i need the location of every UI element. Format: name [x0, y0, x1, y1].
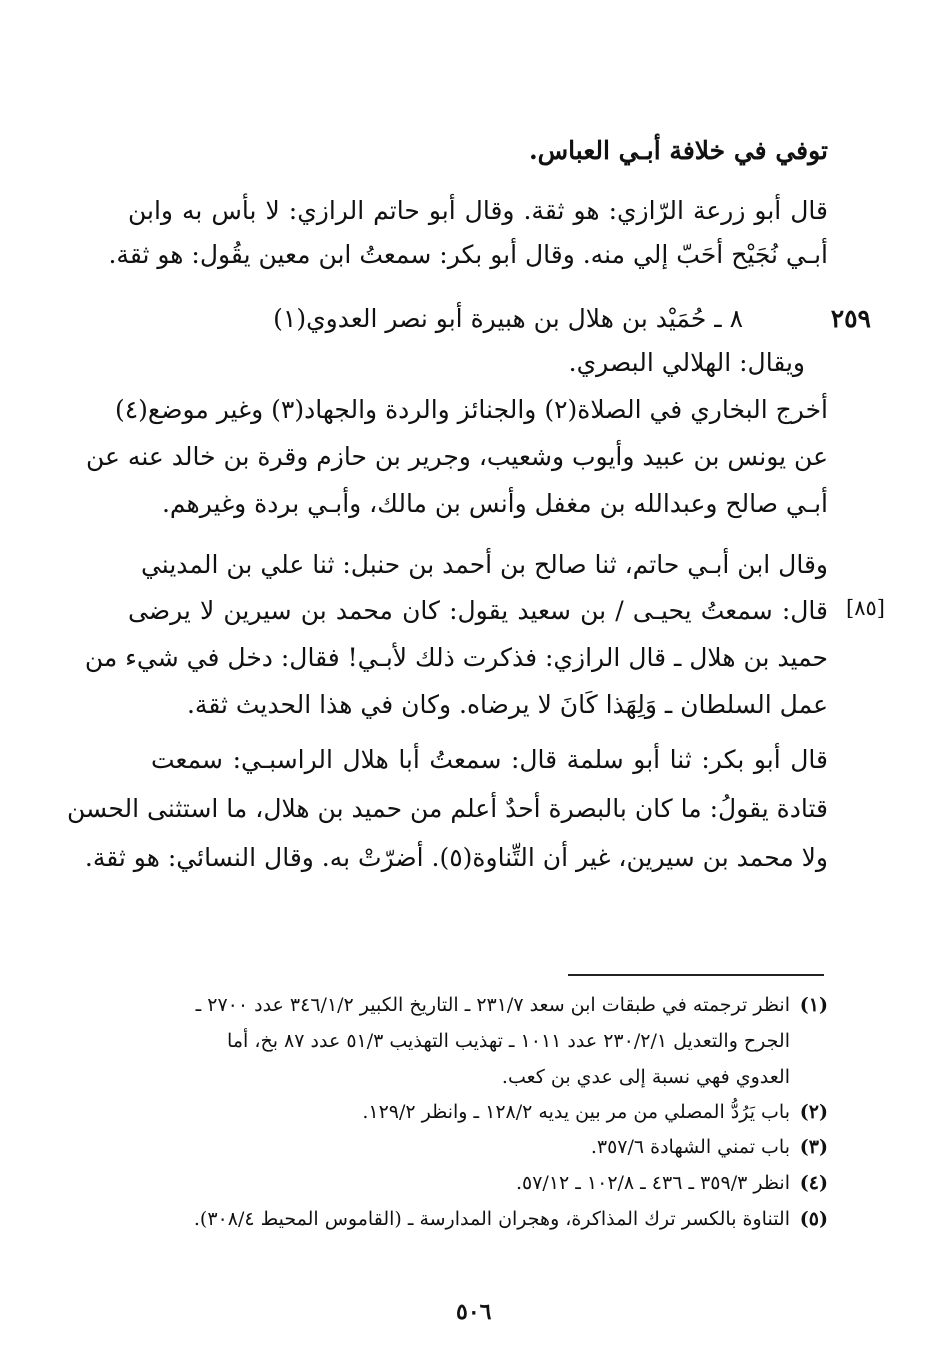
text-line: ولا محمد بن سيرين، غير أن التِّناوة(٥). أضرّتْ به. وقال النسائي: هو ثقة. [84, 843, 828, 872]
footnote-number: (٥) [799, 1208, 828, 1230]
text-line: قال أبو بكر: ثنا أبو سلمة قال: سمعتُ أبا هلال الراسبـي: سمعت [151, 745, 828, 774]
text-line: أبـي نُجَيْح أحَبّ إلي منه. وقال أبو بكر: سمعتُ ابن معين يقُول: هو ثقة. [108, 240, 828, 269]
text-line: عن يونس بن عبيد وأيوب وشعيب، وجرير بن حازم وقرة بن خالد عنه عن [86, 442, 828, 471]
footnote-text: انظر ترجمته في طبقات ابن سعد ٢٣١/٧ ـ التاريخ الكبير ٣٤٦/١/٢ عدد ٢٧٠٠ ـ [195, 994, 790, 1016]
text-line: توفي في خلافة أبـي العباس. [528, 136, 828, 165]
footnote-text: باب يَرُدُّ المصلي من مر بين يديه ١٢٨/٢ ـ وانظر ١٢٩/٢. [362, 1101, 790, 1123]
entry-number: ٢٥٩ [830, 304, 871, 333]
text-line: قال: سمعتُ يحيـى / بن سعيد يقول: كان محمد بن سيرين لا يرضى [128, 596, 828, 625]
footnote-text: انظر ٣٥٩/٣ ـ ٤٣٦ ـ ١٠٢/٨ ـ ٥٧/١٢. [515, 1172, 790, 1194]
footnote-text: التناوة بالكسر ترك المذاكرة، وهجران المدارسة ـ (القاموس المحيط ٣٠٨/٤). [193, 1208, 790, 1230]
footnote-continuation: العدوي فهي نسبة إلى عدي بن كعب. [501, 1066, 790, 1088]
footnote-number: (١) [799, 994, 828, 1016]
text-line: ويقال: الهلالي البصري. [568, 348, 805, 377]
footnote-number: (٣) [799, 1136, 828, 1158]
margin-page-marker: [٨٥] [846, 596, 885, 620]
page-number: ٥٠٦ [456, 1299, 492, 1325]
text-line: أبـي صالح وعبدالله بن مغفل وأنس بن مالك، وأبـي بردة وغيرهم. [161, 489, 828, 518]
text-line: قتادة يقولُ: ما كان بالبصرة أحدٌ أعلم من حميد بن هلال، ما استثنى الحسن [67, 794, 828, 823]
footnote-number: (٤) [799, 1172, 828, 1194]
footnote-text: باب تمني الشهادة ٣٥٧/٦. [590, 1136, 790, 1158]
text-line: قال أبو زرعة الرّازي: هو ثقة. وقال أبو حاتم الرازي: لا بأس به وابن [128, 196, 828, 225]
text-line: عمل السلطان ـ وَلِهَذا كَانَ لا يرضاه. وكان في هذا الحديث ثقة. [186, 690, 828, 719]
entry-title: ٨ ـ حُمَيْد بن هلال بن هبيرة أبو نصر العدوي(١) [273, 304, 743, 333]
footnote-separator [568, 974, 824, 976]
text-line: حميد بن هلال ـ قال الرازي: فذكرت ذلك لأبـي! فقال: دخل في شيء من [84, 643, 828, 672]
text-line: أخرج البخاري في الصلاة(٢) والجنائز والردة والجهاد(٣) وغير موضع(٤) [114, 395, 828, 424]
text-line: وقال ابن أبـي حاتم، ثنا صالح بن أحمد بن حنبل: ثنا علي بن المديني [140, 550, 828, 579]
footnote-continuation: الجرح والتعديل ٢٣٠/٢/١ عدد ١٠١١ ـ تهذيب التهذيب ٥١/٣ عدد ٨٧ بخ، أما [227, 1030, 790, 1052]
footnote-number: (٢) [799, 1101, 828, 1123]
